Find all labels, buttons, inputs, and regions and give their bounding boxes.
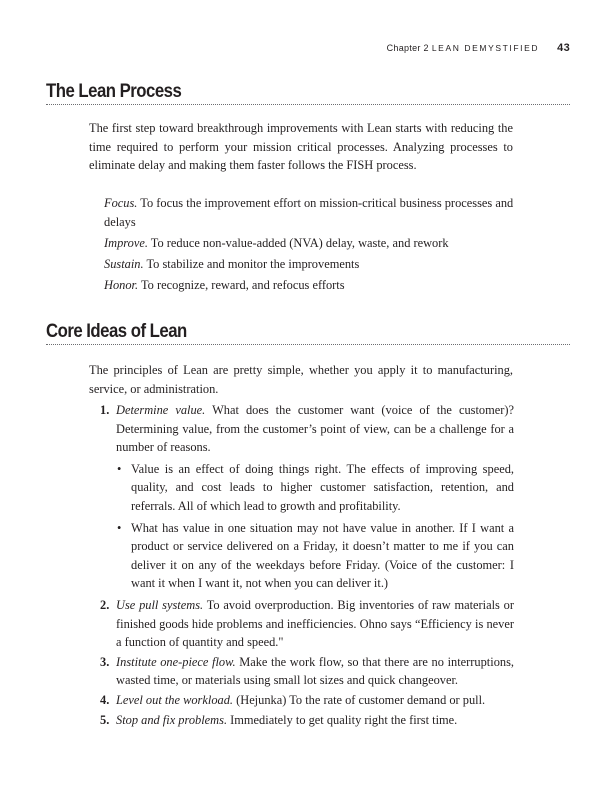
lean-process-intro: The first step toward breakthrough improvements with Lean starts with reducing the time required to perform your mission critical processes. Analyzing processes to eliminate delay and making them faster follows the FISH process. — [89, 121, 513, 173]
fish-list — [104, 194, 514, 297]
idea-item-level-workload: 4. Level out the workload. (Hejunka) To the rate of customer demand or pull. — [100, 692, 486, 707]
heading-divider — [46, 344, 570, 345]
page-number: 43 — [557, 42, 570, 54]
chapter-label: Chapter 2 — [386, 43, 429, 53]
value-bullets — [116, 460, 514, 593]
idea-item-determine-value: 1. Determine value. What does the customer want (voice of the customer)? Determining value, from the customer’s point of view, can be a challenge for a number of reasons. • Value is an effect of doing things right. The effects of improving speed, quality, and cost leads to higher customer satisfaction, retention, and referrals. All of which lead to growth and profitability. • What has value in one situation may not have value in another. If I want a product or service delivered on a Friday, it doesn’t matter to me if you can deliver it on any of the weekdays before Friday. (Voice of the customer: I want it when I want it, not when you can deliver it.) — [96, 401, 514, 593]
section-heading-core-ideas: Core Ideas of Lean — [46, 320, 187, 342]
chapter-title: LEAN DEMYSTIFIED — [431, 43, 540, 53]
bullet-item: • What has value in one situation may not have value in another. If I want a product or service delivered on a Friday, it doesn’t matter to me if you can deliver it on any of the weekdays before Friday. (Voice of the customer: I want it when I want it, not when you can deliver it.) — [117, 520, 514, 591]
idea-item-stop-fix: 5. Stop and fix problems. Immediately to get quality right the first time. — [100, 712, 458, 727]
running-head — [387, 42, 570, 54]
bullet-item: • Value is an effect of doing things right. The effects of improving speed, quality, and cost leads to higher customer satisfaction, retention, and referrals. All of which lead to growth and profitability. — [117, 461, 514, 513]
idea-item-pull-systems: 2. Use pull systems. To avoid overproduction. Big inventories of raw materials or finished goods hide problems and inefficiencies. Ohno says “Efficiency is never a function of quantity and speed." — [100, 597, 514, 650]
core-ideas-intro: The principles of Lean are pretty simple, whether you apply it to manufacturing, service, or administration. — [89, 363, 513, 396]
heading-divider — [46, 104, 570, 105]
core-ideas-list — [96, 401, 514, 730]
bullet-icon: • — [117, 520, 122, 535]
section-heading-lean-process: The Lean Process — [46, 80, 182, 102]
fish-item-honor: Honor. To recognize, reward, and refocus efforts — [104, 278, 345, 292]
idea-item-one-piece-flow: 3. Institute one-piece flow. Make the work flow, so that there are no interruptions, wasted time, or materials using small lot sizes and quick changeover. — [100, 654, 515, 688]
fish-item-focus: Focus. To focus the improvement effort on mission-critical business processes and delays — [104, 196, 514, 229]
bullet-icon: • — [117, 461, 122, 476]
fish-item-sustain: Sustain. To stabilize and monitor the improvements — [104, 257, 360, 271]
fish-item-improve: Improve. To reduce non-value-added (NVA) delay, waste, and rework — [104, 236, 449, 250]
